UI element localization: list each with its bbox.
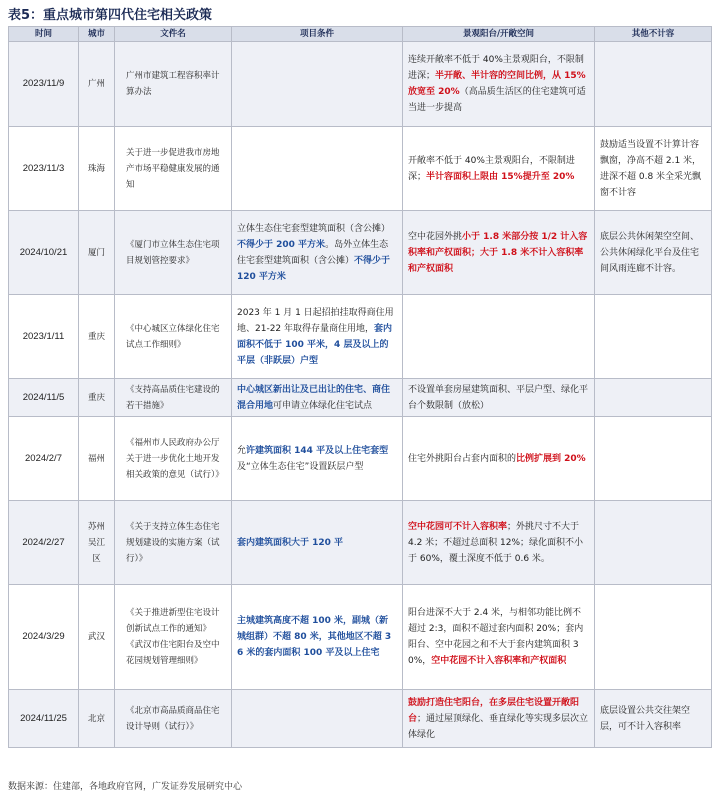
conditions-cell xyxy=(232,211,403,295)
conditions-cell xyxy=(232,585,403,690)
table-title: 表5：重点城市第四代住宅相关政策 xyxy=(8,8,213,23)
table-row xyxy=(9,42,712,127)
balcony-text: 不设置单套房屋建筑面积、平层户型、绿化平台个数限制（放松） xyxy=(408,384,589,411)
date-cell: 2024/2/7 xyxy=(9,417,79,501)
cond-text: 。岛外立体生态住宅套型建筑面积（含公摊） xyxy=(237,239,389,266)
other-cell xyxy=(595,211,712,295)
balcony-text: （高品质生活区的住宅建筑可适当进一步提高 xyxy=(408,87,586,113)
date-cell: 2023/1/11 xyxy=(9,295,79,379)
balcony-cell xyxy=(403,379,595,417)
other-text: 底层设置公共交往架空层，可不计入容积率 xyxy=(600,705,691,732)
city-cell: 福州 xyxy=(79,417,115,501)
date-cell: 2024/3/29 xyxy=(9,585,79,690)
conditions-cell xyxy=(232,379,403,417)
other-cell xyxy=(595,42,712,127)
other-cell xyxy=(595,379,712,417)
cond-text: 主城建筑高度不超 100 米，副城（新城组群）不超 80 米，其他地区不超 36 米的套内面积 100 平及以上住宅 xyxy=(237,616,392,658)
cond-text: 不得少于 120 平方米 xyxy=(237,255,391,282)
cond-text: 不得少于 200 平方米 xyxy=(237,239,326,250)
balcony-cell xyxy=(403,295,595,379)
cond-text: 许建筑面积 144 平及以上住宅套型 xyxy=(246,445,389,456)
city-cell: 重庆 xyxy=(79,379,115,417)
other-text: 鼓励适当设置不计算计容飘窗，净高不超 2.1 米，进深不超 0.8 米全采光飘窗不计容 xyxy=(600,139,702,198)
document-name: 《北京市高品质商品住宅设计导则（试行）》 xyxy=(126,705,220,732)
balcony-cell xyxy=(403,417,595,501)
table-row xyxy=(9,379,712,417)
conditions-cell xyxy=(232,417,403,501)
city-cell: 广州 xyxy=(79,42,115,127)
balcony-text: 住宅外挑阳台占套内面积的 xyxy=(408,453,517,464)
table-row xyxy=(9,417,712,501)
header-date: 时间 xyxy=(9,27,79,42)
cond-text: 套内面积不低于 100 平米，4 层及以上的平层（非跃层）户型 xyxy=(237,323,393,366)
table-row xyxy=(9,127,712,211)
balcony-cell xyxy=(403,585,595,690)
other-cell xyxy=(595,295,712,379)
balcony-text: 空中花园外挑 xyxy=(408,231,463,242)
other-cell xyxy=(595,127,712,211)
conditions-cell xyxy=(232,42,403,127)
balcony-text: 连续开敞率不低于 40%主景观阳台，不限制进深； xyxy=(408,55,584,81)
document-cell xyxy=(115,127,232,211)
conditions-cell xyxy=(232,690,403,748)
date-cell: 2024/2/27 xyxy=(9,501,79,585)
document-cell xyxy=(115,295,232,379)
document-name: 《中心城区立体绿化住宅试点工作细则》 xyxy=(126,323,220,350)
data-source-note: 数据来源：住建部，各地政府官网，广发证券发展研究中心 xyxy=(8,782,243,792)
city-cell: 武汉 xyxy=(79,585,115,690)
document-cell xyxy=(115,417,232,501)
other-cell xyxy=(595,690,712,748)
document-cell xyxy=(115,211,232,295)
policy-table xyxy=(8,26,712,748)
document-name: 《支持高品质住宅建设的若干措施》 xyxy=(126,384,220,411)
city-cell: 苏州吴江区 xyxy=(79,501,115,585)
other-cell xyxy=(595,501,712,585)
balcony-cell xyxy=(403,211,595,295)
date-cell: 2024/11/5 xyxy=(9,379,79,417)
table-row xyxy=(9,501,712,585)
date-cell: 2023/11/3 xyxy=(9,127,79,211)
balcony-cell xyxy=(403,127,595,211)
cond-text: 2023 年 1 月 1 日起招拍挂取得商住用地、21-22 年取得存量商住用地， xyxy=(237,307,394,334)
conditions-cell xyxy=(232,295,403,379)
balcony-cell xyxy=(403,42,595,127)
city-cell: 北京 xyxy=(79,690,115,748)
cond-text: 及“立体生态住宅”设置跃层户型 xyxy=(237,461,364,472)
document-name: 《关于推进新型住宅设计创新试点工作的通知》《武汉市住宅阳台及空中花园规划管理细则》 xyxy=(126,608,220,666)
document-name: 《关于支持立体生态住宅规划建设的实施方案（试行）》 xyxy=(126,521,220,564)
balcony-text: 半计容面积上限由 15%提升至 20% xyxy=(426,171,575,182)
table-row xyxy=(9,690,712,748)
balcony-text: 鼓励打造住宅阳台，在多层住宅设置开敞阳台 xyxy=(408,697,580,724)
document-name: 《福州市人民政府办公厅关于进一步优化土地开发相关政策的意见（试行）》 xyxy=(126,437,224,480)
city-cell: 珠海 xyxy=(79,127,115,211)
balcony-text: 空中花园可不计入容积率 xyxy=(408,521,508,532)
city-cell: 重庆 xyxy=(79,295,115,379)
cond-text: 套内建筑面积大于 120 平 xyxy=(237,537,344,548)
balcony-cell xyxy=(403,690,595,748)
city-cell: 厦门 xyxy=(79,211,115,295)
document-cell xyxy=(115,501,232,585)
balcony-cell xyxy=(403,501,595,585)
cond-text: 可申请立体绿化住宅试点 xyxy=(273,400,373,411)
cond-text: 立体生态住宅套型建筑面积（含公摊） xyxy=(237,223,391,234)
balcony-text: 比例扩展到 20% xyxy=(516,453,586,464)
table-row xyxy=(9,295,712,379)
document-cell xyxy=(115,42,232,127)
balcony-text: ；通过屋顶绿化、垂直绿化等实现多层次立体绿化 xyxy=(408,713,589,740)
document-cell xyxy=(115,379,232,417)
balcony-text: 阳台进深不大于 2.4 米，与相邻功能比例不超过 2:3，面积不超过套内面积 20%；套内阳台、空中花园之和不大于套内建筑面积 30%， xyxy=(408,608,584,666)
header-other: 其他不计容 xyxy=(595,27,712,42)
table-row xyxy=(9,585,712,690)
document-cell xyxy=(115,585,232,690)
document-name: 《厦门市立体生态住宅项目规划管控要求》 xyxy=(126,239,220,266)
date-cell: 2024/11/25 xyxy=(9,690,79,748)
document-cell xyxy=(115,690,232,748)
conditions-cell xyxy=(232,501,403,585)
header-document: 文件名 xyxy=(115,27,232,42)
balcony-text: 开敞率不低于 40%主景观阳台，不限制进深； xyxy=(408,155,575,182)
document-name: 关于进一步促进我市房地产市场平稳健康发展的通知 xyxy=(126,147,220,190)
other-text: 底层公共休闲架空空间、公共休闲绿化平台及住宅间风雨连廊不计容。 xyxy=(600,231,700,274)
cond-text: 允 xyxy=(237,445,247,456)
date-cell: 2023/11/9 xyxy=(9,42,79,127)
balcony-text: 半开敞、半计容的空间比例，从 15%放宽至 20% xyxy=(408,71,586,97)
other-cell xyxy=(595,585,712,690)
balcony-text: 小于 1.8 米部分按 1/2 计入容积率和产权面积；大于 1.8 米不计入容积率和产权面积 xyxy=(408,231,588,274)
date-cell: 2024/10/21 xyxy=(9,211,79,295)
table-header-row xyxy=(9,27,712,42)
header-city: 城市 xyxy=(79,27,115,42)
document-name: 广州市建筑工程容积率计算办法 xyxy=(126,71,220,97)
balcony-text: ；外挑尺寸不大于 4.2 米；不超过总面积 12%；绿化面积不小于 60%，覆土深度不低于 0.6 米。 xyxy=(408,521,584,564)
balcony-text: 空中花园不计入容积率和产权面积 xyxy=(431,656,567,666)
table-row xyxy=(9,211,712,295)
other-cell xyxy=(595,417,712,501)
header-balcony: 景观阳台/开敞空间 xyxy=(403,27,595,42)
cond-text: 中心城区新出让及已出让的住宅、商住混合用地 xyxy=(237,384,391,411)
header-conditions: 项目条件 xyxy=(232,27,403,42)
conditions-cell xyxy=(232,127,403,211)
